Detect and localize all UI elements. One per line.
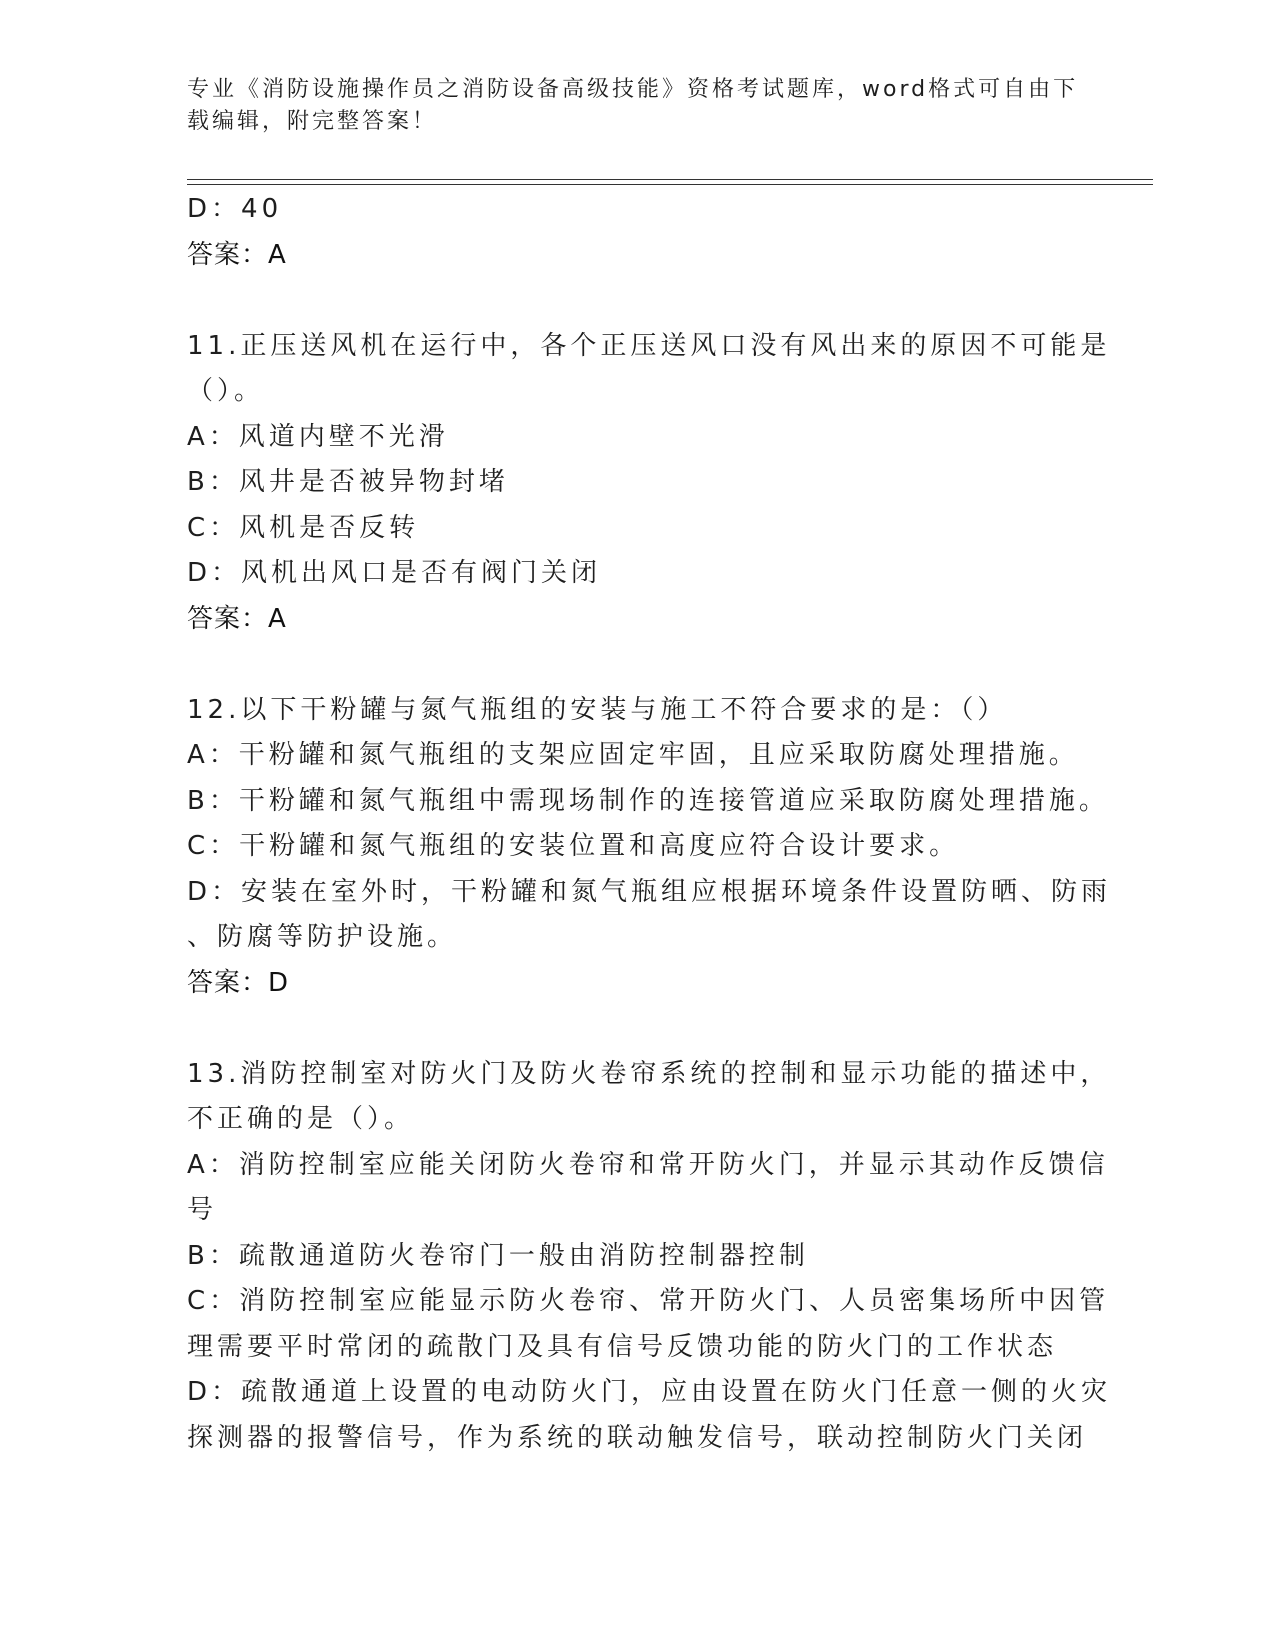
question-13 xyxy=(187,1052,1112,1462)
option-b: B：风井是否被异物封堵 xyxy=(187,467,509,497)
option-b: B：疏散通道防火卷帘门一般由消防控制器控制 xyxy=(187,1240,809,1271)
option-a: A：风道内壁不光滑 xyxy=(187,421,449,452)
spacer xyxy=(187,642,1087,688)
option-c: C：风机是否反转 xyxy=(187,512,420,543)
option-d: D：风机出风口是否有阀门关闭 xyxy=(187,558,602,588)
question-11 xyxy=(187,324,1111,643)
option-c: C：消防控制室应能显示防火卷帘、常开防火门、人员密集场所中因管 xyxy=(187,1286,1110,1316)
answer: 答案：A xyxy=(187,603,287,634)
header-line-1: 专业《消防设施操作员之消防设备高级技能》资格考试题库，word格式可自由下 xyxy=(187,77,1079,102)
option-d: D：安装在室外时，干粉罐和氮气瓶组应根据环境条件设置防晒、防雨 xyxy=(187,876,1112,907)
option-d-cont: 探测器的报警信号，作为系统的联动触发信号，联动控制防火门关闭 xyxy=(187,1422,1088,1453)
spacer xyxy=(187,278,1087,324)
question-title-cont: （）。 xyxy=(187,376,265,406)
question-title: 11.正压送风机在运行中，各个正压送风口没有风出来的原因不可能是 xyxy=(187,330,1111,361)
option-b: B：干粉罐和氮气瓶组中需现场制作的连接管道应采取防腐处理措施。 xyxy=(187,785,1109,816)
answer: 答案：D xyxy=(187,967,290,998)
spacer xyxy=(187,1006,1087,1052)
option-d: D：疏散通道上设置的电动防火门，应由设置在防火门任意一侧的火灾 xyxy=(187,1377,1112,1407)
header-divider-bottom xyxy=(187,184,1153,185)
option-a-cont: 号 xyxy=(187,1195,218,1225)
option-c: C：干粉罐和氮气瓶组的安装位置和高度应符合设计要求。 xyxy=(187,831,960,861)
header-line-2: 载编辑，附完整答案！ xyxy=(187,109,438,134)
question-10-tail xyxy=(187,187,1087,278)
question-title: 13.消防控制室对防火门及防火卷帘系统的控制和显示功能的描述中， xyxy=(187,1058,1111,1089)
option-a: A：干粉罐和氮气瓶组的支架应固定牢固，且应采取防腐处理措施。 xyxy=(187,740,1079,770)
question-title: 12.以下干粉罐与氮气瓶组的安装与施工不符合要求的是：（） xyxy=(187,694,1008,725)
answer: 答案：A xyxy=(187,239,287,270)
question-list xyxy=(187,187,1112,1461)
document-header xyxy=(187,74,1087,138)
question-title-cont: 不正确的是（）。 xyxy=(187,1104,415,1134)
option-a: A：消防控制室应能关闭防火卷帘和常开防火门，并显示其动作反馈信 xyxy=(187,1149,1109,1180)
option-d: D：40 xyxy=(187,194,283,224)
header-divider-top xyxy=(187,179,1153,180)
question-12 xyxy=(187,688,1112,1007)
option-c-cont: 理需要平时常闭的疏散门及具有信号反馈功能的防火门的工作状态 xyxy=(187,1331,1058,1362)
option-d-cont: 、防腐等防护设施。 xyxy=(187,922,458,952)
